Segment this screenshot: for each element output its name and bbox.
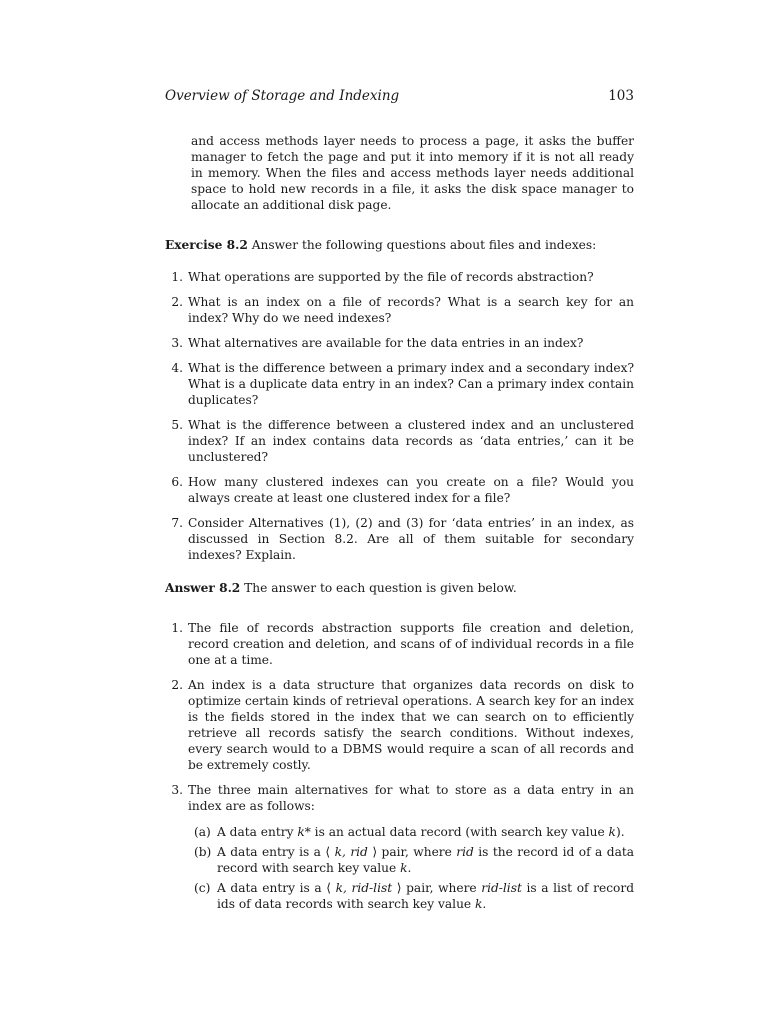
item-number: 6.	[171, 475, 183, 489]
alternative-label: (c)	[194, 881, 211, 895]
question-text: What is the difference between a primary index and a secondary index? What is a duplicate data entry in an index? Can a primary index contain duplicates?	[188, 361, 634, 407]
answer-text: The answer to each question is given below.	[244, 581, 517, 595]
question-text: What is the difference between a clustered index and an unclustered index? If an index contains data records as ‘data entries,’ can it be unclustered?	[188, 418, 634, 464]
alternative-item	[188, 844, 634, 876]
answer-item-text: An index is a data structure that organizes data records on disk to optimize certain kinds of retrieval operations. A search key for an index is the fields stored in the index that we can search on to efficiently retrieve all records satisfy the search conditions. Without indexes, every search would to a DBMS would require a scan of all records and be extremely costly.	[188, 678, 634, 772]
alternative-item	[188, 880, 634, 912]
question-text: What operations are supported by the file of records abstraction?	[188, 270, 594, 284]
math-term: k*	[297, 825, 311, 839]
alt-text: A data entry	[217, 825, 298, 839]
list-item	[165, 515, 634, 563]
question-text: What is an index on a file of records? What is a search key for an index? Why do we need indexes?	[188, 295, 634, 325]
question-text: How many clustered indexes can you create on a file? Would you always create at least one clustered index for a file?	[188, 475, 634, 505]
alt-text: ⟩ pair, where	[367, 845, 457, 859]
item-number: 1.	[171, 270, 183, 284]
item-number: 2.	[171, 678, 183, 692]
alt-text: is an actual data record (with search key value	[310, 825, 609, 839]
item-number: 4.	[171, 361, 183, 375]
item-number: 1.	[171, 621, 183, 635]
answer-item-text: The file of records abstraction supports file creation and deletion, record creation and deletion, and scans of of individual records in a file one at a time.	[188, 621, 634, 667]
list-item	[165, 474, 634, 506]
answer-heading	[165, 580, 634, 596]
math-term: rid-list	[481, 881, 522, 895]
item-number: 2.	[171, 295, 183, 309]
alternative-label: (b)	[194, 845, 212, 859]
exercise-text: Answer the following questions about files and indexes:	[251, 238, 597, 252]
question-text: What alternatives are available for the data entries in an index?	[188, 336, 584, 350]
alternative-label: (a)	[194, 825, 211, 839]
alt-text: .	[482, 897, 487, 911]
alt-text: ⟩ pair, where	[392, 881, 482, 895]
exercise-heading	[165, 237, 634, 253]
math-term: rid	[456, 845, 474, 859]
math-term: k	[400, 861, 408, 875]
item-number: 3.	[171, 336, 183, 350]
list-item	[165, 677, 634, 773]
alt-text: A data entry is a ⟨	[217, 845, 335, 859]
item-number: 3.	[171, 783, 183, 797]
exercise-label: Exercise 8.2	[165, 238, 248, 252]
math-term: k	[475, 897, 483, 911]
alternative-item	[188, 824, 634, 840]
math-term: k	[608, 825, 616, 839]
question-text: Consider Alternatives (1), (2) and (3) for ‘data entries’ in an index, as discussed in Section 8.2. Are all of them suitable for secondary indexes? Explain.	[188, 516, 634, 562]
page-number: 103	[608, 88, 634, 104]
alternatives-list	[188, 824, 634, 912]
item-number: 7.	[171, 516, 183, 530]
intro-paragraph: and access methods layer needs to process a page, it asks the buffer manager to fetch the page and put it into memory if it is not all ready in memory. When the files and access methods layer needs additional space to hold new records in a file, it asks the disk space manager to allocate an additional disk page.	[191, 134, 634, 212]
answer-list	[165, 620, 634, 912]
page-body	[165, 133, 634, 921]
alt-text: is a list of record ids of data records with search key value	[217, 881, 635, 911]
list-item	[165, 360, 634, 408]
answer-label: Answer 8.2	[165, 581, 241, 595]
list-item	[165, 620, 634, 668]
alt-text: is the record id of a data record with search key value	[217, 845, 634, 875]
running-title: Overview of Storage and Indexing	[165, 88, 400, 104]
math-term: k, rid	[334, 845, 368, 859]
question-list	[165, 269, 634, 563]
math-term: k, rid-list	[335, 881, 393, 895]
list-item	[165, 294, 634, 326]
item-number: 5.	[171, 418, 183, 432]
answer-item-text: The three main alternatives for what to store as a data entry in an index are as follows:	[188, 783, 634, 813]
list-item	[165, 417, 634, 465]
list-item	[165, 782, 634, 912]
running-header	[165, 88, 634, 104]
alt-text: ).	[615, 825, 625, 839]
alt-text: .	[407, 861, 412, 875]
list-item	[165, 269, 634, 285]
alt-text: A data entry is a ⟨	[217, 881, 336, 895]
list-item	[165, 335, 634, 351]
